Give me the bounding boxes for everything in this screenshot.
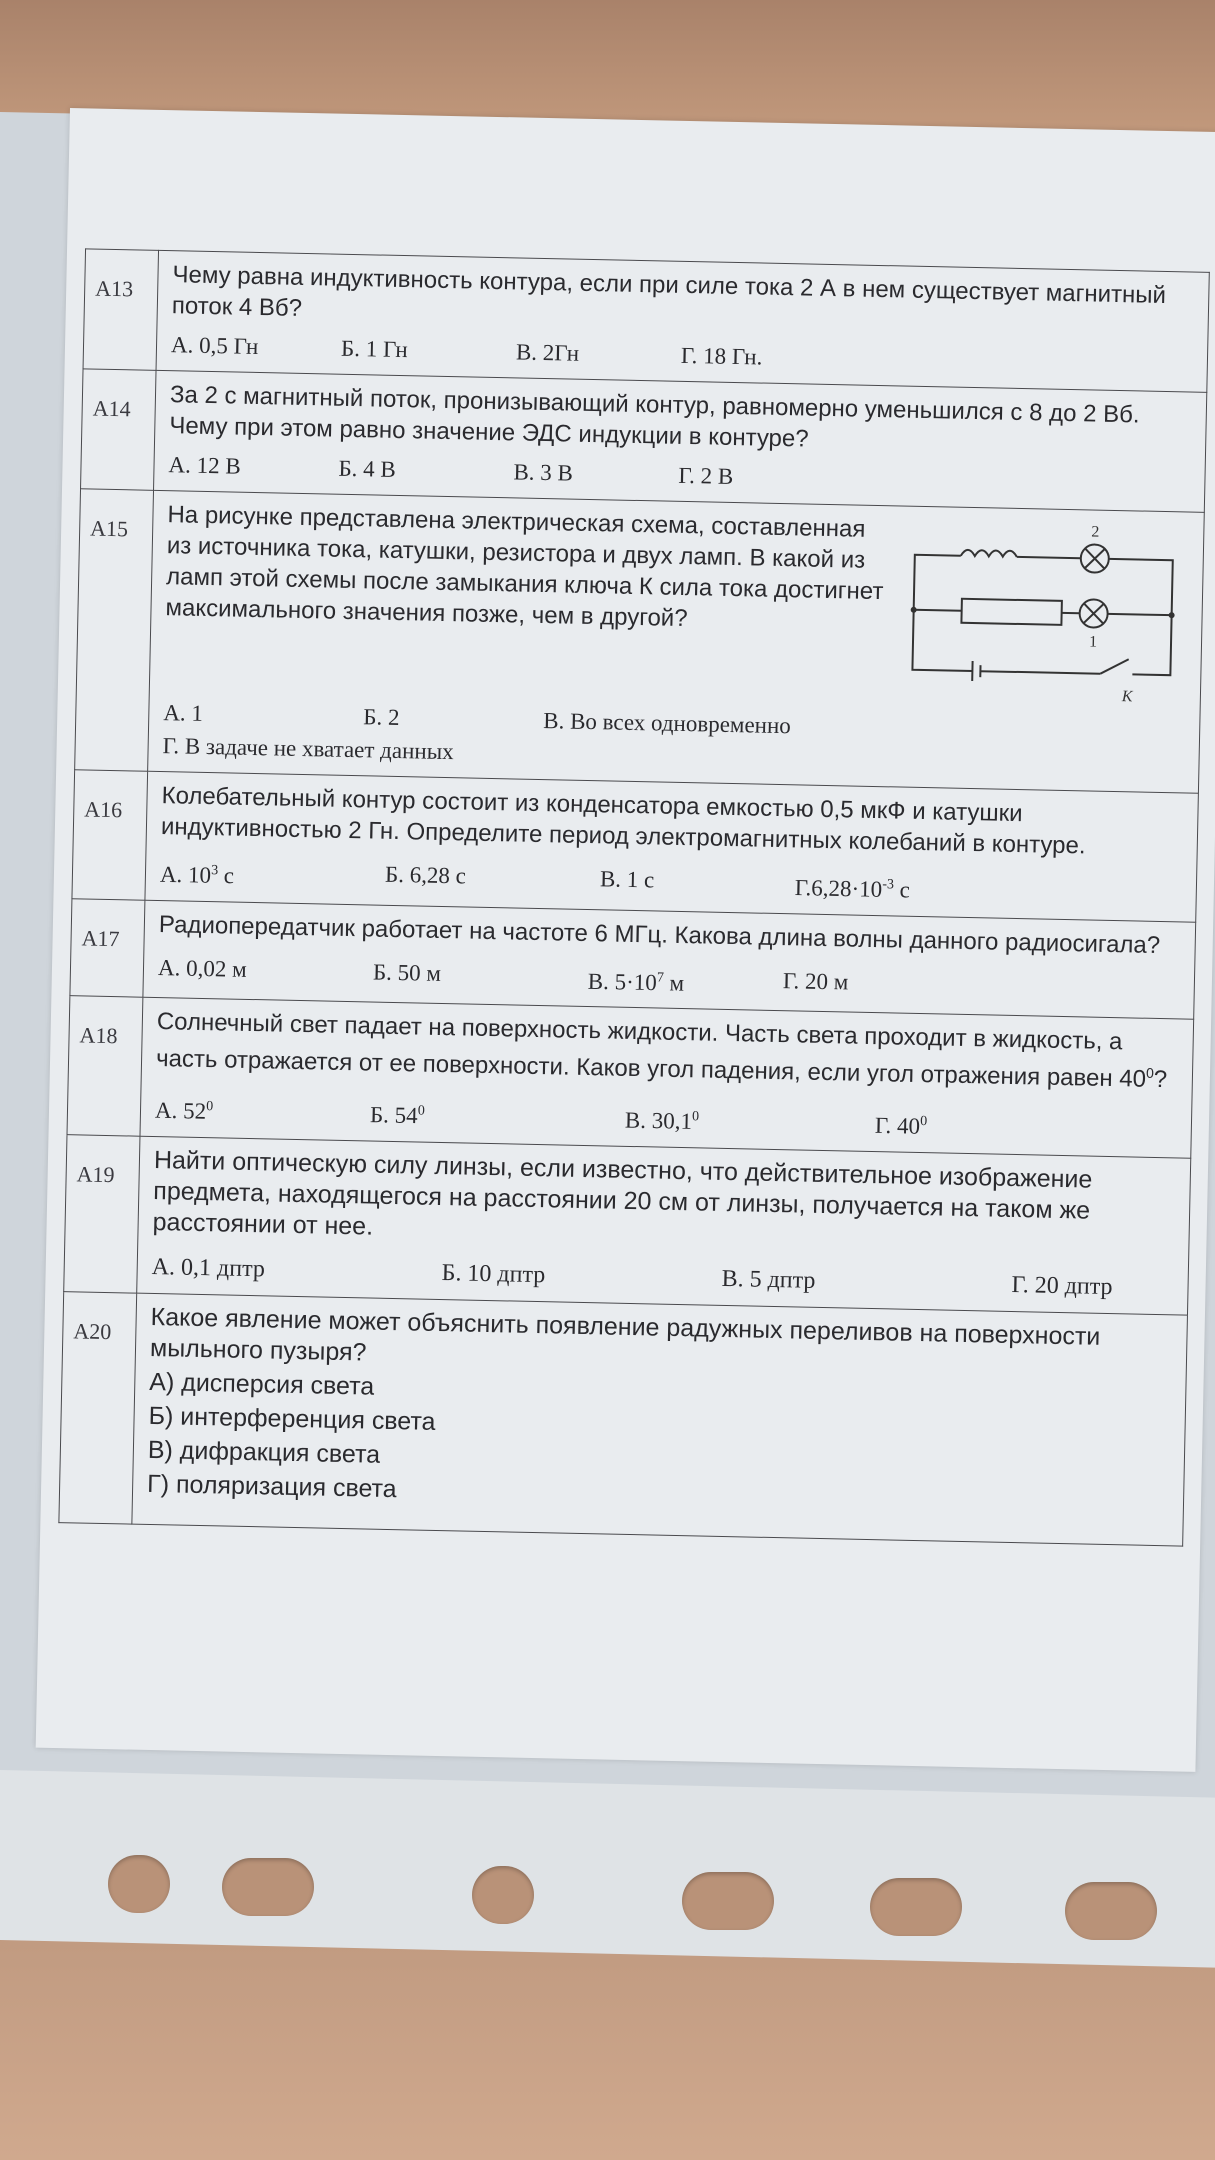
answer-option: А. 1	[163, 700, 204, 726]
question-row-a15	[75, 489, 1205, 793]
circuit-wire	[914, 610, 962, 611]
punch-hole	[682, 1872, 774, 1930]
question-text: Радиопередатчик работает на частоте 6 МГц. Какова длина волны данного радиосигала?	[158, 910, 1161, 959]
answer-option: В. 30,1$^0$	[624, 1107, 700, 1135]
question-row-a18	[67, 996, 1194, 1158]
circuit-wire	[1108, 559, 1173, 615]
answer-option: Б. 6,28 с	[384, 861, 467, 889]
answer-option: А. 0,5 Гн	[170, 332, 259, 359]
answer-option: В. 2Гн	[515, 339, 580, 366]
lamp-2-label: 2	[1091, 523, 1100, 541]
answer-options	[147, 1366, 1176, 1521]
circuit-diagram	[900, 515, 1194, 711]
question-number: A13	[83, 249, 158, 371]
coil-icon	[961, 550, 1017, 557]
answer-option: Б. 50 м	[372, 959, 442, 986]
answer-option: А. 0,1 дптр	[151, 1253, 266, 1283]
question-text: Какое явление может объяснить появление радужных переливов на поверхности мыльного пузыря?	[149, 1302, 1101, 1367]
lamp-1-label: 1	[1088, 633, 1098, 651]
punch-hole	[472, 1866, 534, 1924]
punch-hole	[222, 1858, 314, 1916]
resistor-icon	[961, 599, 1061, 625]
circuit-wire	[1017, 557, 1081, 558]
questions-table	[58, 248, 1209, 1546]
battery-icon	[972, 661, 980, 681]
answer-option: Г. $40^0$	[874, 1113, 928, 1139]
desk-surface-bottom	[0, 1930, 1215, 2160]
answer-option: А. $10^3$ с	[159, 861, 235, 889]
question-number: A17	[70, 898, 145, 997]
circuit-wire	[912, 610, 973, 671]
circuit-wire	[1108, 614, 1172, 615]
punch-hole	[870, 1878, 962, 1936]
punch-hole	[1065, 1882, 1157, 1940]
answer-option: Б. 4 В	[338, 455, 397, 482]
circuit-wire	[1132, 614, 1171, 675]
circuit-wire	[980, 671, 1100, 674]
answer-option: Б) интерференция света	[148, 1401, 436, 1436]
answer-option: В. Во всех одновременно	[543, 708, 792, 739]
question-text: Найти оптическую силу линзы, если известно, что действительное изображение предмета, находящегося на расстоянии 20 см от линзы, получается на таком же расстоянии от нее.	[152, 1145, 1093, 1241]
key-label: К	[1121, 688, 1133, 706]
answer-option: В. 1 с	[599, 866, 655, 893]
answer-option: Г. В задаче не хватает данных	[162, 733, 454, 765]
answer-option: Г. 20 дптр	[1011, 1271, 1113, 1301]
answer-option: Г) поляризация света	[146, 1469, 397, 1504]
answer-option: Б. 10 дптр	[441, 1260, 546, 1289]
question-number: A16	[72, 770, 148, 900]
question-row-a19	[64, 1135, 1191, 1316]
question-text: Чему равна индуктивность контура, если при силе тока 2 А в нем существует магнитный поток 4 Вб?	[171, 261, 1167, 322]
answer-option: Б. $54^0$	[369, 1102, 425, 1129]
punch-hole	[108, 1855, 170, 1913]
question-text: За 2 с магнитный поток, пронизывающий контур, равномерно уменьшился с 8 до 2 Вб. Чему при этом равно значение ЭДС индукции в контуре?	[169, 381, 1140, 453]
question-number: A19	[64, 1135, 140, 1293]
question-number: A14	[81, 369, 156, 491]
sleeve-punched-strip	[0, 1770, 1215, 1968]
question-number: A15	[75, 489, 154, 771]
answer-option: Г. 18 Гн.	[680, 342, 763, 370]
question-row-a13	[83, 249, 1209, 393]
answer-option: А. 12 В	[168, 452, 242, 479]
answer-option: Г. 20 м	[782, 967, 849, 995]
answer-option: В. 3 В	[513, 459, 574, 486]
answer-option: Г. 2 В	[678, 462, 734, 489]
answer-option: В. 5 дптр	[721, 1265, 816, 1294]
question-number: A18	[67, 996, 143, 1136]
question-row-a20	[59, 1292, 1188, 1546]
question-number: A20	[59, 1292, 137, 1524]
circuit-wire	[914, 555, 961, 611]
answer-option: Б. 1 Гн	[340, 335, 408, 363]
question-row-a14	[81, 369, 1207, 513]
question-row-a16	[72, 770, 1198, 922]
answer-option: А) дисперсия света	[149, 1367, 375, 1401]
answer-option: А. $52^0$	[154, 1097, 214, 1125]
answer-option: А. 0,02 м	[157, 954, 247, 982]
answer-option: Б. 2	[363, 704, 400, 731]
answer-option: В) дифракция света	[147, 1435, 381, 1469]
question-text: Колебательный контур состоит из конденсатора емкостью 0,5 мкФ и катушки индуктивностью 2 Гн. Определите период электромагнитных колебаний в контуре.	[160, 782, 1086, 860]
answer-option: $Г.6,28\cdot 10^{-3}$ с	[794, 875, 911, 903]
answer-option: В. $5\cdot 10^7$ м	[587, 968, 685, 996]
test-sheet	[36, 108, 1215, 1772]
question-text: На рисунке представлена электрическая схема, составленная из источника тока, катушки, резистора и двух ламп. В какой из ламп этой схемы после замыкания ключа К сила тока достигнет максимального значения позже, чем в другой?	[165, 501, 884, 633]
switch-icon	[1100, 659, 1128, 675]
question-text: Солнечный свет падает на поверхность жидкости. Часть света проходит в жидкость, а часть отражается от ее поверхности. Каков угол падения, если угол отражения равен $40^0$?	[155, 1008, 1168, 1094]
